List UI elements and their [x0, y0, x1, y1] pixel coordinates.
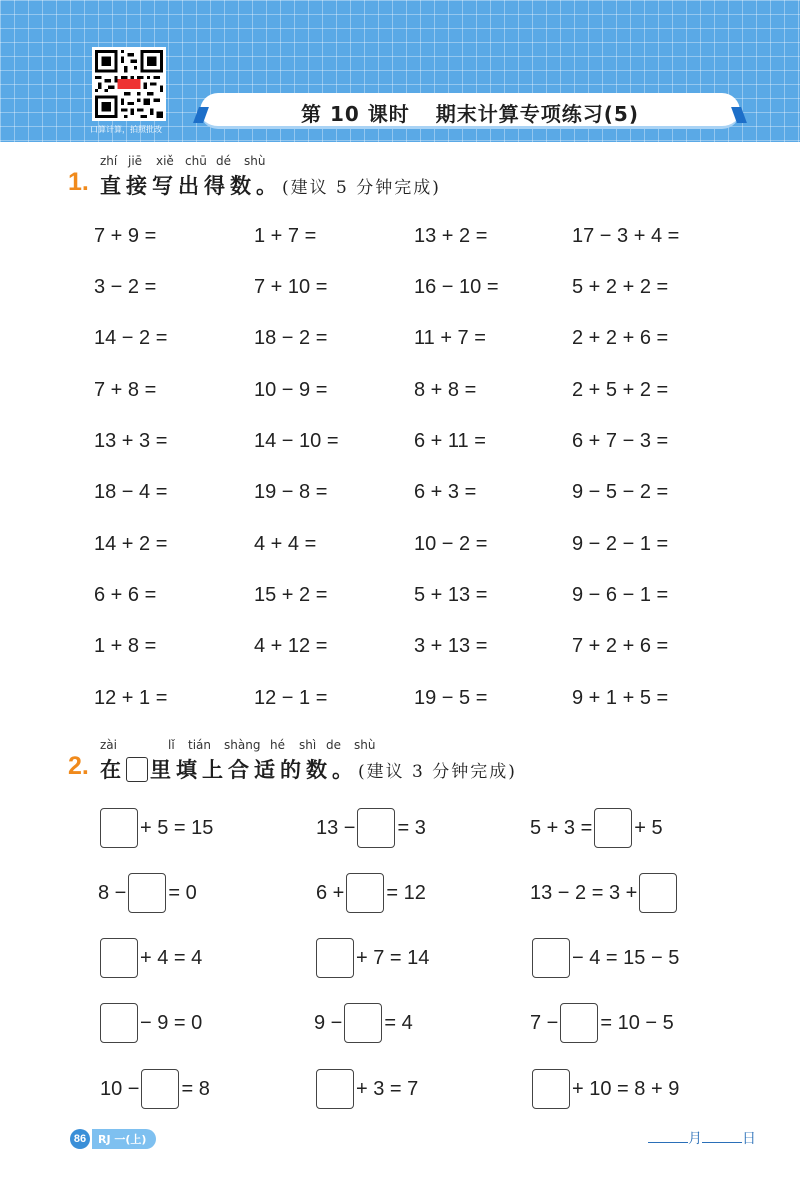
page-title	[200, 98, 740, 127]
fill-problem: 7 − = 10 − 5	[530, 1001, 674, 1045]
problem: 8 + 8 =	[414, 379, 477, 401]
qr-code[interactable]	[92, 47, 166, 121]
fill-problem: 5 + 3 = + 5	[530, 806, 663, 850]
lesson-title: 期末计算专项练习(5)	[435, 102, 639, 126]
problem: 2 + 5 + 2 =	[572, 379, 669, 401]
answer-box[interactable]	[100, 938, 138, 978]
problem: 5 + 2 + 2 =	[572, 276, 669, 298]
answer-box[interactable]	[532, 1069, 570, 1109]
lesson-number: 第 10 课时	[301, 102, 410, 126]
problem: 7 + 8 =	[94, 379, 157, 401]
answer-box[interactable]	[639, 873, 677, 913]
problem: 1 + 8 =	[94, 635, 157, 657]
fill-problem: + 5 = 15	[98, 806, 213, 850]
answer-box[interactable]	[141, 1069, 179, 1109]
problem: 3 − 2 =	[94, 276, 157, 298]
fill-problem: − 4 = 15 − 5	[530, 936, 679, 980]
answer-box[interactable]	[100, 808, 138, 848]
date-line	[648, 1128, 756, 1148]
month-label: 月	[688, 1131, 702, 1147]
page-number: 86	[70, 1129, 90, 1149]
month-blank[interactable]	[648, 1142, 688, 1143]
problem: 4 + 4 =	[254, 533, 317, 555]
problem: 3 + 13 =	[414, 635, 488, 657]
answer-box-icon	[126, 757, 148, 782]
fill-problem: 6 + = 12	[316, 871, 426, 915]
problem: 9 − 5 − 2 =	[572, 481, 669, 503]
problem: 18 − 4 =	[94, 481, 168, 503]
edition-label: RJ 一(上)	[92, 1129, 156, 1149]
problem: 16 − 10 =	[414, 276, 499, 298]
fill-problem: 8 − = 0	[98, 871, 197, 915]
problem: 7 + 10 =	[254, 276, 328, 298]
fill-problem: + 3 = 7	[314, 1067, 418, 1111]
qr-caption: 口算计算，拍照批改	[90, 125, 162, 134]
problem: 10 − 9 =	[254, 379, 328, 401]
problem: 10 − 2 =	[414, 533, 488, 555]
fill-problem: 13 − 2 = 3 +	[530, 871, 679, 915]
section-1-heading: zhí jiē xiě chū dé shù 1. 直接写出得数。(建议 5 分钟完成)	[68, 154, 441, 198]
section-2-time-note: (建议 3 分钟完成)	[358, 762, 517, 782]
section-2-heading: zài lǐ tián shàng hé shì de shù 2. 在 里填上合适的数。(建议 3 分钟完成)	[68, 738, 517, 782]
problem: 9 − 6 − 1 =	[572, 584, 669, 606]
problem: 14 + 2 =	[94, 533, 168, 555]
problem: 17 − 3 + 4 =	[572, 225, 680, 247]
fill-problem: 9 − = 4	[314, 1001, 413, 1045]
problem: 15 + 2 =	[254, 584, 328, 606]
problem: 9 + 1 + 5 =	[572, 687, 669, 709]
fill-problem: 13 − = 3	[316, 806, 426, 850]
problem: 14 − 10 =	[254, 430, 339, 452]
fill-problem: + 4 = 4	[98, 936, 202, 980]
problem: 9 − 2 − 1 =	[572, 533, 669, 555]
section-2-title: 在 里填上合适的数。(建议 3 分钟完成)	[100, 758, 517, 782]
problem: 6 + 3 =	[414, 481, 477, 503]
answer-box[interactable]	[344, 1003, 382, 1043]
section-2-number: 2.	[68, 752, 89, 780]
answer-box[interactable]	[100, 1003, 138, 1043]
answer-box[interactable]	[532, 938, 570, 978]
answer-box[interactable]	[594, 808, 632, 848]
fill-problem: − 9 = 0	[98, 1001, 202, 1045]
fill-problem: + 10 = 8 + 9	[530, 1067, 679, 1111]
problem: 13 + 2 =	[414, 225, 488, 247]
answer-box[interactable]	[316, 938, 354, 978]
problem: 11 + 7 =	[414, 327, 486, 349]
answer-box[interactable]	[128, 873, 166, 913]
problem: 13 + 3 =	[94, 430, 168, 452]
answer-box[interactable]	[316, 1069, 354, 1109]
problem: 12 − 1 =	[254, 687, 328, 709]
fill-problem: + 7 = 14	[314, 936, 429, 980]
answer-box[interactable]	[357, 808, 395, 848]
problem: 5 + 13 =	[414, 584, 488, 606]
problem: 14 − 2 =	[94, 327, 168, 349]
problem: 4 + 12 =	[254, 635, 328, 657]
problem: 6 + 6 =	[94, 584, 157, 606]
fill-problem: 10 − = 8	[100, 1067, 210, 1111]
problem: 19 − 8 =	[254, 481, 328, 503]
answer-box[interactable]	[560, 1003, 598, 1043]
problem: 6 + 7 − 3 =	[572, 430, 669, 452]
header-banner	[0, 0, 800, 142]
problem: 2 + 2 + 6 =	[572, 327, 669, 349]
problem: 18 − 2 =	[254, 327, 328, 349]
problem: 7 + 2 + 6 =	[572, 635, 669, 657]
section-1-title: 直接写出得数。(建议 5 分钟完成)	[100, 174, 441, 198]
page-badge	[70, 1129, 156, 1149]
day-label: 日	[742, 1131, 756, 1147]
day-blank[interactable]	[702, 1142, 742, 1143]
problem: 7 + 9 =	[94, 225, 157, 247]
section-1-time-note: (建议 5 分钟完成)	[282, 178, 441, 198]
problem: 19 − 5 =	[414, 687, 488, 709]
answer-box[interactable]	[346, 873, 384, 913]
section-1-number: 1.	[68, 168, 89, 196]
problem: 1 + 7 =	[254, 225, 317, 247]
lesson-title-bar	[200, 93, 740, 129]
problem: 6 + 11 =	[414, 430, 486, 452]
problem: 12 + 1 =	[94, 687, 168, 709]
